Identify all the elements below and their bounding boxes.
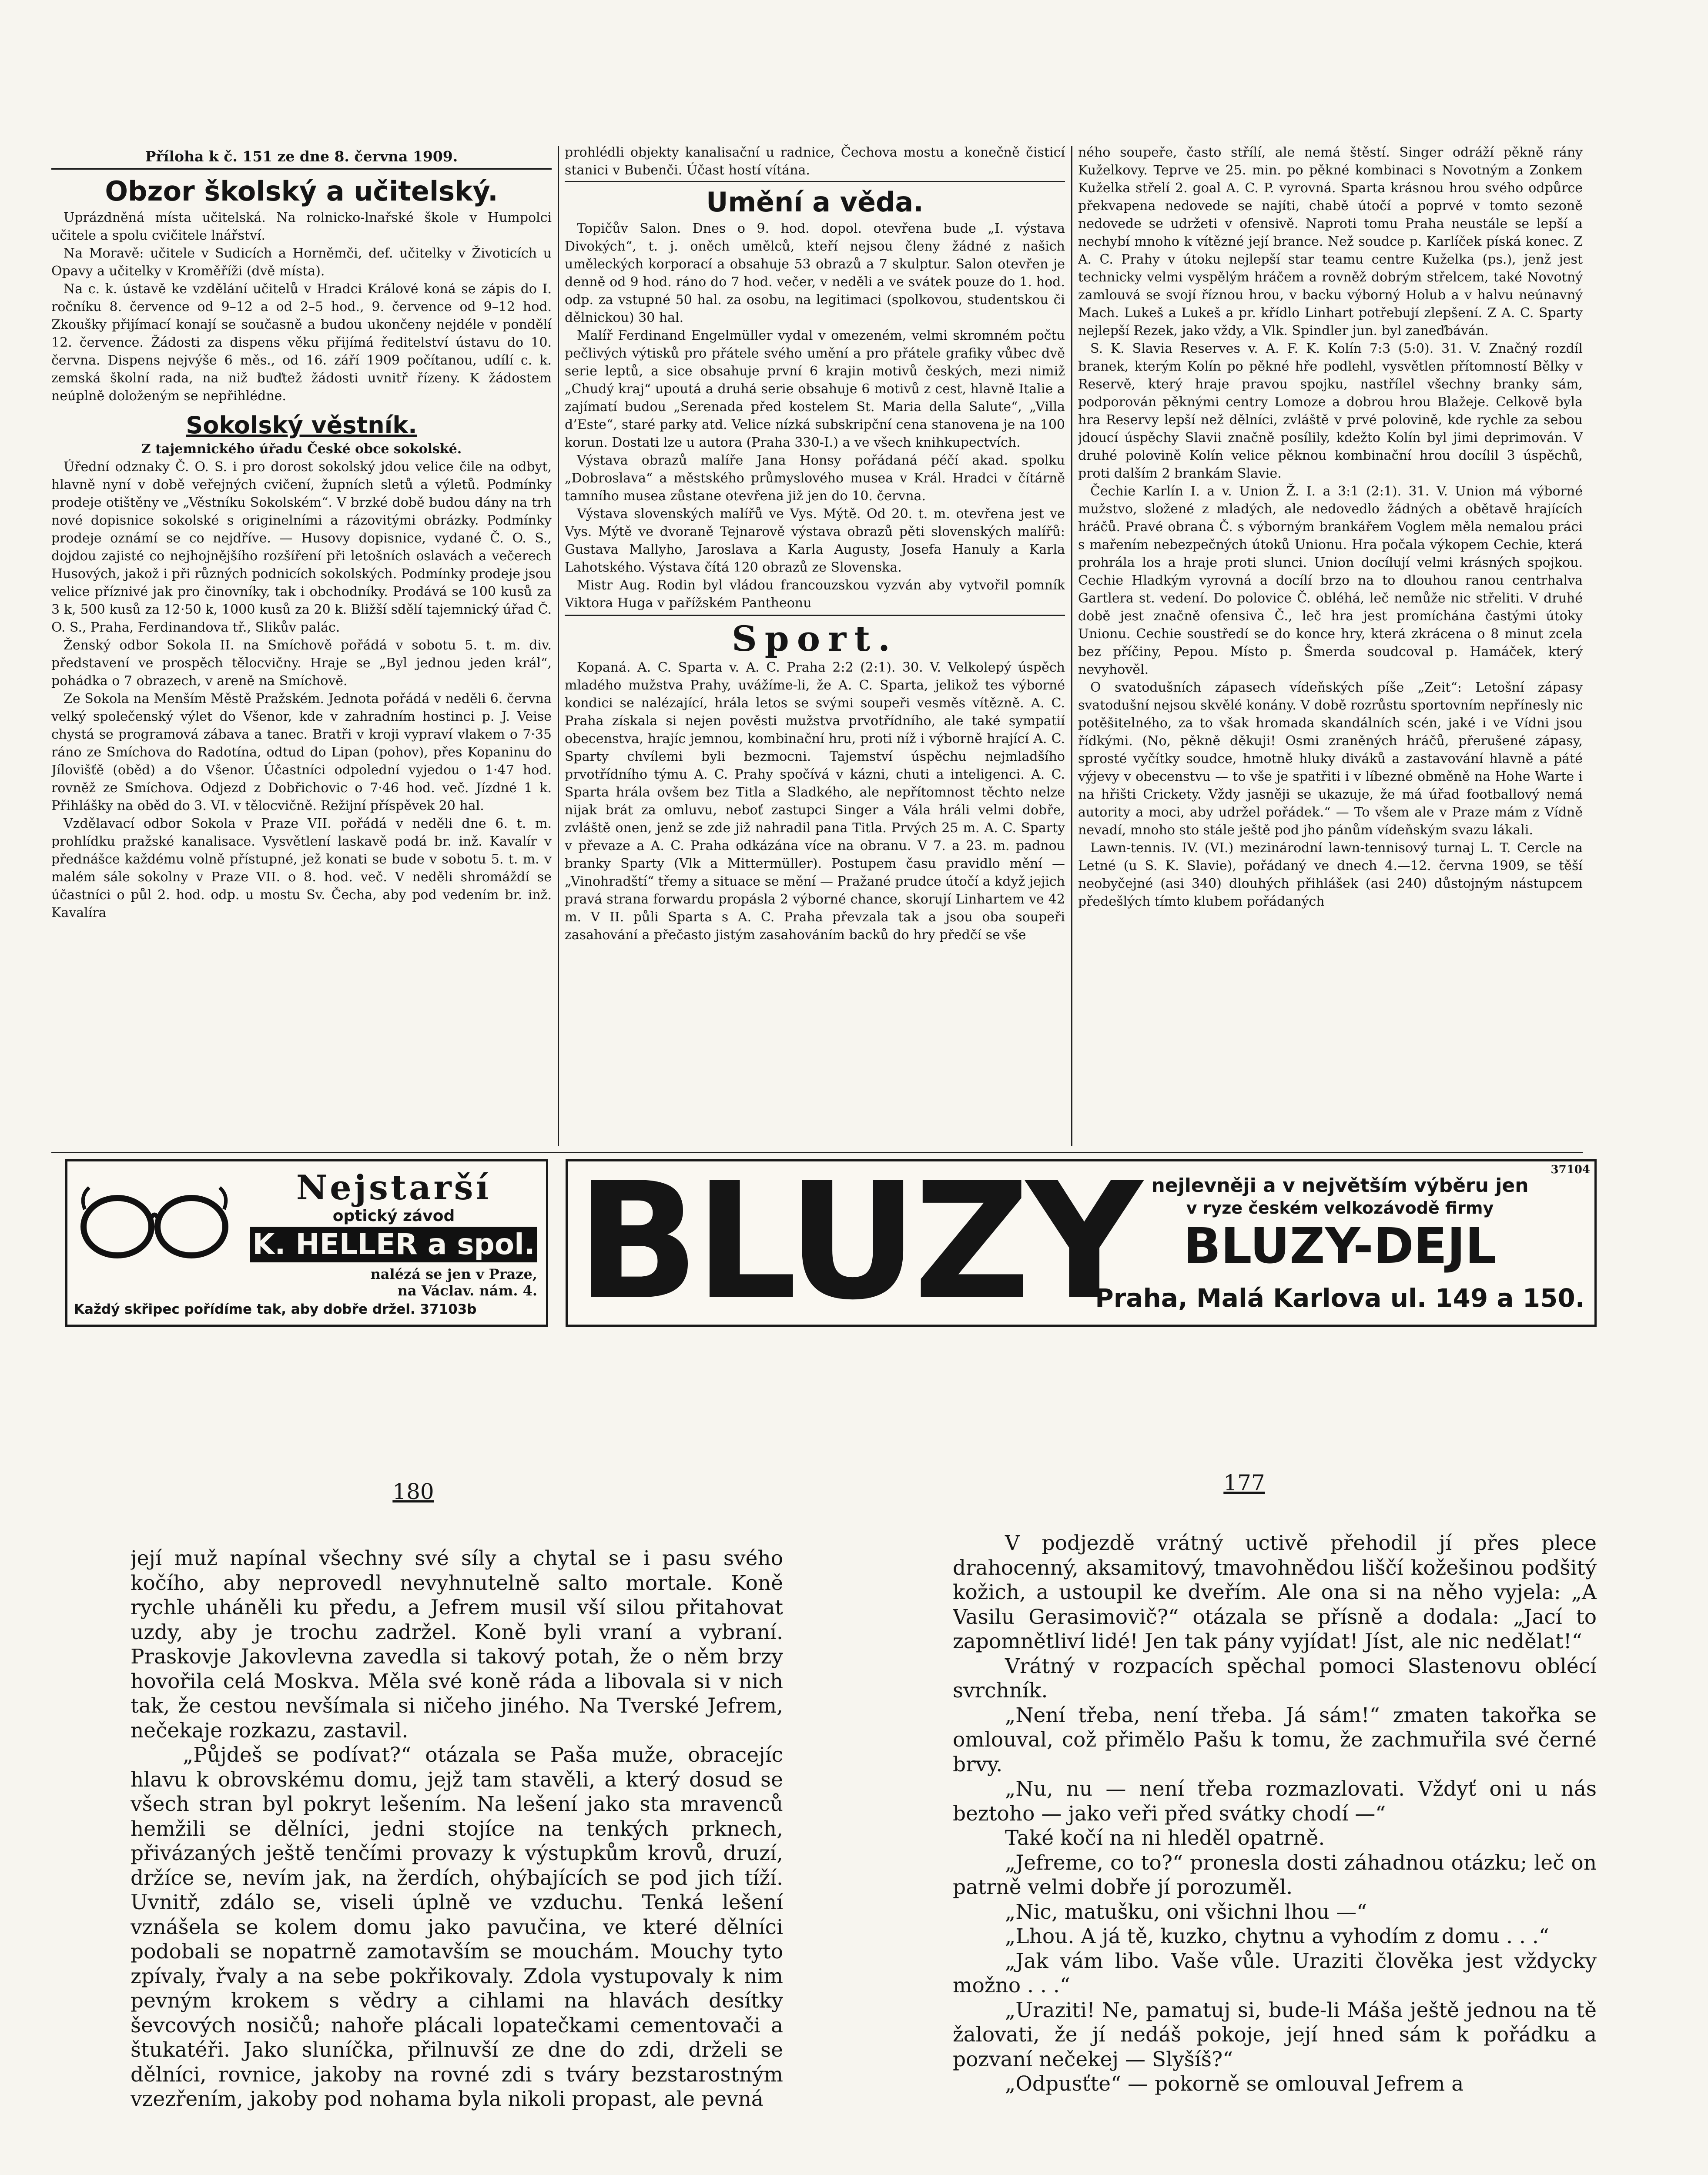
- heller-title: Nejstarší: [296, 1168, 492, 1208]
- art-paragraph: Mistr Aug. Rodin byl vládou francouzskou vyzván aby vytvořil pomník Viktora Huga v pařížském Pantheonu: [565, 578, 1065, 611]
- section-rule: [565, 181, 1065, 182]
- sokol-heading: Sokolský věstník.: [186, 412, 417, 439]
- bluzy-address: Praha, Malá Karlova ul. 149 a 150.: [1095, 1283, 1585, 1313]
- header-rule: [51, 168, 552, 170]
- book-paragraph: „Jak vám libo. Vaše vůle. Uraziti člověka jest vždycky možno . . .“: [953, 1949, 1597, 1998]
- spectacles-icon: [76, 1179, 233, 1266]
- art-paragraph: Malíř Ferdinand Engelmüller vydal v omezeném, velmi skromném počtu pečlivých výtisků pro přátele svého umění a pro přátele grafiky vůbec dvě serie leptů, a sice obsahuje první 6 krajin motivů českých, mezi nimiž „Chudý kraj“ upoutá a druhá serie obsahuje 6 motivů z cest, hlavně Italie a zajímatí budou „Serenada před kostelem St. Maria della Salute“, „Villa d’Este“, staré parky atd. Velice nízká subskripční cena stanovena je na 100 korun. Dostati lze u autora (Praha 330-I.) a ve všech knihkupectvích.: [565, 328, 1065, 450]
- sokol-subheading: Z tajemnického úřadu České obce sokolské.: [141, 442, 462, 457]
- column-divider: [558, 146, 559, 1146]
- art-paragraph: Topičův Salon. Dnes o 9. hod. dopol. otevřena bude „I. výstava Divokých“, t. j. oněch umělců, kteří nejsou členy žádné z našich uměleckých korporací a obsahuje 53 obrazů a 7 skulptur. Salon otevřen je denně od 9 hod. ráno do 7 hod. večer, v neděli a ve svátek pouze do 1. hod. odp. za vstupné 50 hal. za osobu, na legitimaci (spolkovou, studentskou či dělnickou) 30 hal.: [565, 221, 1065, 325]
- book-paragraph: V podjezdě vrátný uctivě přehodil jí přes plece drahocenný, aksamitový, tmavohnědou liščí kožešinou podšitý kožich, a ustoupil ke dveřím. Ale ona si na něho vyjela: „A Vasilu Gerasimovič?“ otázala se přísně a dodala: „Jací to zapomnětliví lidé! Jen tak pány vyjídat! Jíst, ale nic nedělat!“: [953, 1531, 1597, 1653]
- book-paragraph: „Odpusťte“ — pokorně se omlouval Jefrem a: [1005, 2072, 1464, 2096]
- sport-heading: Sport.: [731, 618, 898, 659]
- book-paragraph: Vrátný v rozpacích spěchal pomoci Slastenovu oblécí svrchník.: [953, 1654, 1597, 1703]
- column-2: [565, 144, 1065, 1148]
- section-rule: [565, 615, 1065, 616]
- column-divider: [1071, 146, 1072, 1146]
- bluzy-line-1: nejlevněji a v největším výběru jen: [1151, 1174, 1529, 1197]
- art-paragraph: Výstava slovenských malířů ve Vys. Mýtě. Od 20. t. m. otevřena jest ve Vys. Mýtě ve dvoraně Tejnarově výstava obrazů pěti slovenských malířů: Gustava Mallyho, Jaroslava a Karla Augusty, Josefa Hanuly a Karla Lahotského. Výstava čítá 120 obrazů ze Slovenska.: [565, 506, 1065, 575]
- book-paragraph: „Nic, matušku, oni všichni lhou —“: [1005, 1900, 1367, 1924]
- book-paragraph: „Lhou. A já tě, kuzko, chytnu a vyhodím z domu . . .“: [1005, 1924, 1549, 1948]
- book-left-page: [131, 1546, 783, 2175]
- sokol-paragraph: Ze Sokola na Menším Městě Pražském. Jednota pořádá v neděli 6. června velký společenský výlet do Všenor, kde v zahradním hostinci p. J. Veise chystá se programová zábava a tanec. Bratři v kroji vypraví vlakem o 7·35 ráno ze Smíchova do Radotína, odtud do Lipan (pohov), přes Kopaninu do Jílovišťě (oběd) a do Všenor. Účastníci odpolední vyjedou o 1·47 hod. rovněž ze Smíchova. Odjezd z Dobřichovic o 7·46 hod. več. Jízdné 1 k. Přihlášky na oběd do 3. VI. v tělocvičně. Režijní příspěvek 20 hal.: [51, 691, 552, 813]
- art-paragraph: Výstava obrazů malíře Jana Honsy pořádaná péčí akad. spolku „Dobroslava“ a městského průmyslového musea v Král. Hradci v čítárně tamního musea zůstane otevřena již jen do 10. června.: [565, 453, 1065, 504]
- school-paragraph: Na Moravě: učitele v Sudicích a Horněmči, def. učitelky v Životicích u Opavy a učitelky v Kroměříži (dvě místa).: [51, 246, 552, 279]
- school-paragraph: Na c. k. ústavě ke vzdělání učitelů v Hradci Králové koná se zápis do I. ročníku 8. července od 9–12 a od 2–5 hod., 9. července od 9–12 hod. Zkoušky přijímací konají se současně a budou ukončeny nejdéle v pondělí 12. července. Žádosti za dispens věku přijímá ředitelství ústavu do 10. června. Dispens nejvýše 6 měs., od 16. září 1909 počítanou, udílí c. k. zemská školní rada, na niž buďtež žádosti uvnitř řízeny. K žádostem neúplně doloženým se nepřihlédne.: [51, 281, 552, 404]
- sokol-paragraph: Ženský odbor Sokola II. na Smíchově pořádá v sobotu 5. t. m. div. představení ve prospěch tělocvičny. Hraje se „Byl jednou jeden král“, pohádka o 7 obrazech, v areně na Smíchově.: [51, 638, 552, 689]
- heller-footer: Každý skřipec pořídíme tak, aby dobře držel. 37103b: [74, 1302, 477, 1317]
- book-right-page: [953, 1531, 1597, 2175]
- book-paragraph: její muž napínal všechny své síly a chytal se i pasu svého kočího, aby neprovedl nevyhnutelně salto mortale. Koně rychle uháněli ku předu, a Jefrem musil vší silou přitahovat uzdy, aby je trochu zadržel. Koně byli vraní a vybraní. Praskovje Jakovlevna zavedla si takový potah, že o něm brzy hovořila celá Moskva. Měla své koně ráda a libovala si v nich tak, že cestou nevšímala si ničeho jiného. Na Tverské Jefrem, nečekaje rozkazu, zastavil.: [131, 1546, 783, 1743]
- sport-paragraph: ného soupeře, často střílí, ale nemá štěstí. Singer odráží pěkně rány Kuželkovy. Teprve ve 25. min. po pěkné kombinaci s Novotným a Zonkem Kuželka střelí 2. goal A. C. P. vyrovná. Sparta krásnou hrou svého odpůrce překvapena nedovede se najíti, chabě útočí a poprvé v tomto sezoně nedovede se udržeti v ofensivě. Naproti tomu Praha neustále se lepší a nechybí mnoho k vítězné její brance. Než soudce p. Karlíček píská konec. Z A. C. Prahy v útoku nejlepší star teamu centre Kuželka (ps.), jenž jest technicky velmi vyspělým hráčem a rovněž dobrým střelcem, také Novotný zamlouvá se svojí říznou hrou, v backu výborný Holub a v halvu neúnavný Mach. Lukeš a Lukeš a pr. křídlo Linhart potřebují zlepšení. Z A. C. Sparty nejlepší Rezek, jako vždy, a Vlk. Spindler jun. byl zaneďbáván.: [1078, 145, 1583, 338]
- book-paragraph: „Uraziti! Ne, pamatuj si, bude-li Máša ještě jednou na tě žalovati, že jí nedáš pokoje, její hned sám k pořádku a pozvaní nečekej — Slyšíš?“: [953, 1998, 1597, 2071]
- bluzy-line-2: v ryze českém velkozávodě firmy: [1186, 1198, 1494, 1218]
- page-header: Příloha k č. 151 ze dne 8. června 1909.: [145, 148, 458, 165]
- sokol-paragraph: Vzdělavací odbor Sokola v Praze VII. pořádá v neděli dne 6. t. m. prohlídku pražské kanalisace. Vysvětlení laskavě podá br. inž. Kavalír v přednášce každému volně přístupné, jež konati se bude v sobotu 5. t. m. v malém sále sokolny v Praze VII. o 8. hod. več. V neděli shromáždí se účastníci o půl 2. hod. odp. u mostu Sv. Čecha, aby pod vedením br. inž. Kavalíra: [51, 816, 552, 920]
- book-paragraph: „Není třeba, není třeba. Já sám!“ zmaten takořka se omlouval, což přimělo Pašu k tomu, že zachmuřila své černé brvy.: [953, 1703, 1597, 1777]
- sport-paragraph: Lawn-tennis. IV. (VI.) mezinárodní lawn-tennisový turnaj L. T. Cercle na Letné (u S. K. Slavie), pořádaný ve dnech 4.—12. června 1909, se těší neobyčejné (asi 340) dlouhých přihlášek (asi 240) důstojným nástupcem předešlých tímto klubem pořádaných: [1078, 840, 1583, 909]
- book-paragraph: Také kočí na ni hleděl opatrně.: [1005, 1826, 1325, 1850]
- heller-subtitle: optický závod: [332, 1207, 455, 1225]
- bluzy-big: BLUZY: [576, 1148, 1139, 1335]
- heller-address-1: nalézá se jen v Praze,: [370, 1266, 537, 1282]
- column-3: [1078, 144, 1583, 1148]
- school-paragraph: Uprázdněná místa učitelská. Na rolnicko-lnařské škole v Humpolci učitele a spolu cvičitele lnářství.: [51, 210, 552, 243]
- sport-paragraph: S. K. Slavia Reserves v. A. F. K. Kolín 7:3 (5:0). 31. V. Značný rozdíl branek, kterým Kolín po pěkné hře podlehl, vysvětlen přítomností Bělky v Reservě, který hraje pravou spojku, nastřílel všechny branky sám, podporován pěknými centry Lomoze a dobrou hrou Blažeje. Celkově byla hra Reservy lepší než dělníci, zvláště v prvé polovině, kde rychle za sebou jdoucí úspěchy Slavii značně posílily, kdežto Kolín byl jimi deprimován. V druhé polovině Kolín velice pěknou kombinační hrou docílil 3 úspěchů, proti dalším 2 brankám Slavie.: [1078, 341, 1583, 481]
- heller-advert: [65, 1159, 548, 1327]
- heller-address-2: na Václav. nám. 4.: [397, 1282, 537, 1299]
- bluzy-advert: [566, 1148, 1597, 1335]
- art-intro: prohlédli objekty kanalisační u radnice, Čechova mostu a konečně čisticí stanici v Bubenči. Účast hostí vítána.: [565, 145, 1065, 178]
- bluzy-brand: BLUZY-DEJL: [1183, 1218, 1497, 1275]
- art-heading: Umění a věda.: [706, 186, 924, 218]
- column-1: [51, 148, 552, 1148]
- sport-paragraph: Kopaná. A. C. Sparta v. A. C. Praha 2:2 (2:1). 30. V. Velkolepý úspěch mladého mužstva Prahy, uvážíme-li, že A. C. Sparta, jelikož tes výborné kondici se nalézající, hrála letos se svými soupeři vesměs vítězně. A. C. Praha získala si nejen pověsti mužstva prvotřídního, ale také sympatií obecenstva, hrajíc jemnou, kombinační hru, proti níž i výborně hrající A. C. Sparty chvílemi byli bezmocni. Tajemství úspěchu nejmladšího prvotřídního týmu A. C. Prahy spočívá v kázni, chuti a inteligenci. A. C. Sparta hrála ovšem bez Titla a Sladkého, ale nepřítomnost těchto nelze nijak brát za omluvu, neboť zastupci Singer a Vála hráli velmi dobře, zvláště onen, jenž se zde již nahradil pana Titla. Prvých 25 m. A. C. Sparty v převaze a A. C. Praha odkázána více na obranu. V 7. a 23. m. padnou branky Sparty (Vlk a Mittermüller). Postupem času pravidlo mění — „Vinohradští“ třemy a situace se mění — Pražané prudce útočí a když jejich pravá strana forwardu propásla 2 výborné chance, skorují Linhartem ve 42 m. V II. půli Sparta s A. C. Praha převzala tak a jsou oba soupeři zasahování a přečasto jistým zasahováním backů do hry předčí se vše: [565, 660, 1065, 943]
- left-page-number: 180: [392, 1479, 434, 1504]
- book-paragraph: „Jefreme, co to?“ pronesla dosti záhadnou otázku; leč on patrně velmi dobře jí porozuměl.: [953, 1850, 1597, 1899]
- sport-paragraph: O svatodušních zápasech vídeňských píše „Zeit“: Letošní zápasy svatodušní nejsou skvělé konány. V době rozrůstu sportovním nepřínesly nic potěšitelného, za to však hromada skandálních scén, jaké i ve Vídni jsou řídkými. (No, pěkně děkuji! Osmi zraněných hráčů, přerušené zápasy, sprosté vyčítky soudce, hmotně hluky diváků a zastavování hlavně a páté výjevy v obecenstvu — to vše je spatřiti i v líbezné obměně na Hohe Warte i na hřišti Crickety. Vždy jasněji se ukazuje, že má úřad footballový nemá autority a moci, aby udržel pořádek.“ — To všem ale v Praze mám z Vídně nevadí, mnoho sto stále ještě pod jho pánům vídeňským svazu lákali.: [1078, 680, 1583, 838]
- bluzy-code: 37104: [1551, 1163, 1590, 1176]
- heller-name: K. HELLER a spol.: [250, 1227, 537, 1262]
- right-page-number: 177: [1223, 1470, 1265, 1496]
- book-paragraph: „Půjdeš se podívat?“ otázala se Paša muže, obracejíc hlavu k obrovskému domu, jejž tam stavěli, a který dosud se všech stran byl pokryt lešením. Na lešení jako sta mravenců hemžili se dělníci, jedni stojíce na tenkých prknech, přivázaných ještě tenčími provazy k výstupkům krovů, druzí, držíce se, nevím jak, na žerdích, ohýbajících se pod jich tíží. Uvnitř, zdálo se, viseli úplně ve vzduchu. Tenká lešení vznášela se kolem domu jako pavučina, ve které dělníci podobali se nopatrně zamotavším se mouchám. Mouchy tyto zpívaly, řvaly a na sebe pokřikovaly. Zdola vystupovaly k nim pevným krokem s vědry a cihlami na hlavách desítky ševcových nosičů; nahoře plácali lopatečkami cementovači a štukatéři. Jako sluníčka, přilnuvší ze dne do zdi, drželi se dělníci, rovnice, jakoby na rovné zdi s tváry bezstarostným vzezřením, jakoby pod nohama byla nikoli propast, ale pevná: [131, 1743, 783, 2111]
- book-paragraph: „Nu, nu — není třeba rozmazlovati. Vždyť oni u nás beztoho — jako veři před svátky chodí —“: [953, 1777, 1597, 1826]
- sokol-paragraph: Úřední odznaky Č. O. S. i pro dorost sokolský jdou velice čile na odbyt, hlavně nyní v době veřejných cvičení, župních sletů a výletů. Podmínky prodeje otištěny ve „Věstníku Sokolském“. V brzké době budou dány na trh nové dopisnice sokolské s originelními a rázovitými obrázky. Podmínky prodeje oznámí se co nejdříve. — Husovy dopisnice, vydané Č. O. S., dojdou zajisté co nejhojnějšího rozšíření při letošních oslavách a večerech Husových, jakož i při různých podnicích sokolských. Podmínky prodeje jsou velice příznivé jak pro činovníky, tak i obchodníky. Prodává se 100 kusů za 3 k, 500 kusů za 12·50 k, 1000 kusů za 20 k. Bližší sdělí tajemnický úřad Č. O. S., Praha, Ferdinandova tř., Slikův palác.: [51, 459, 552, 635]
- sport-paragraph: Čechie Karlín I. a v. Union Ž. I. a 3:1 (2:1). 31. V. Union má výborné mužstvo, složené z mladých, ale nedovedlo žádných a obětavě hrajících hráčů. Pravé obrana Č. s výborným brankářem Voglem měla nemalou práci s mařením nebezpečných útoků Unionu. Hra počala výkopem Cechie, která prohrála los a hraje proti slunci. Union docílují velmi krásných spojkou. Cechie Hladkým vyrovná a docílí brzo na to dlouhou ranou centrhalva Gartlera st. vedení. Do polovice Č. obléhá, leč nemůže nic střeliti. V druhé době jest značně ofensiva Č., leč hra jest promíchána častými útoky Unionu. Cechie soustředí se do konce hry, která zkrácena o 8 minut zcela bez příčiny, Pepou. Místo p. Šmerda soudcoval p. Hamáček, který nevyhověl.: [1078, 484, 1583, 677]
- school-heading: Obzor školský a učitelský.: [105, 175, 498, 207]
